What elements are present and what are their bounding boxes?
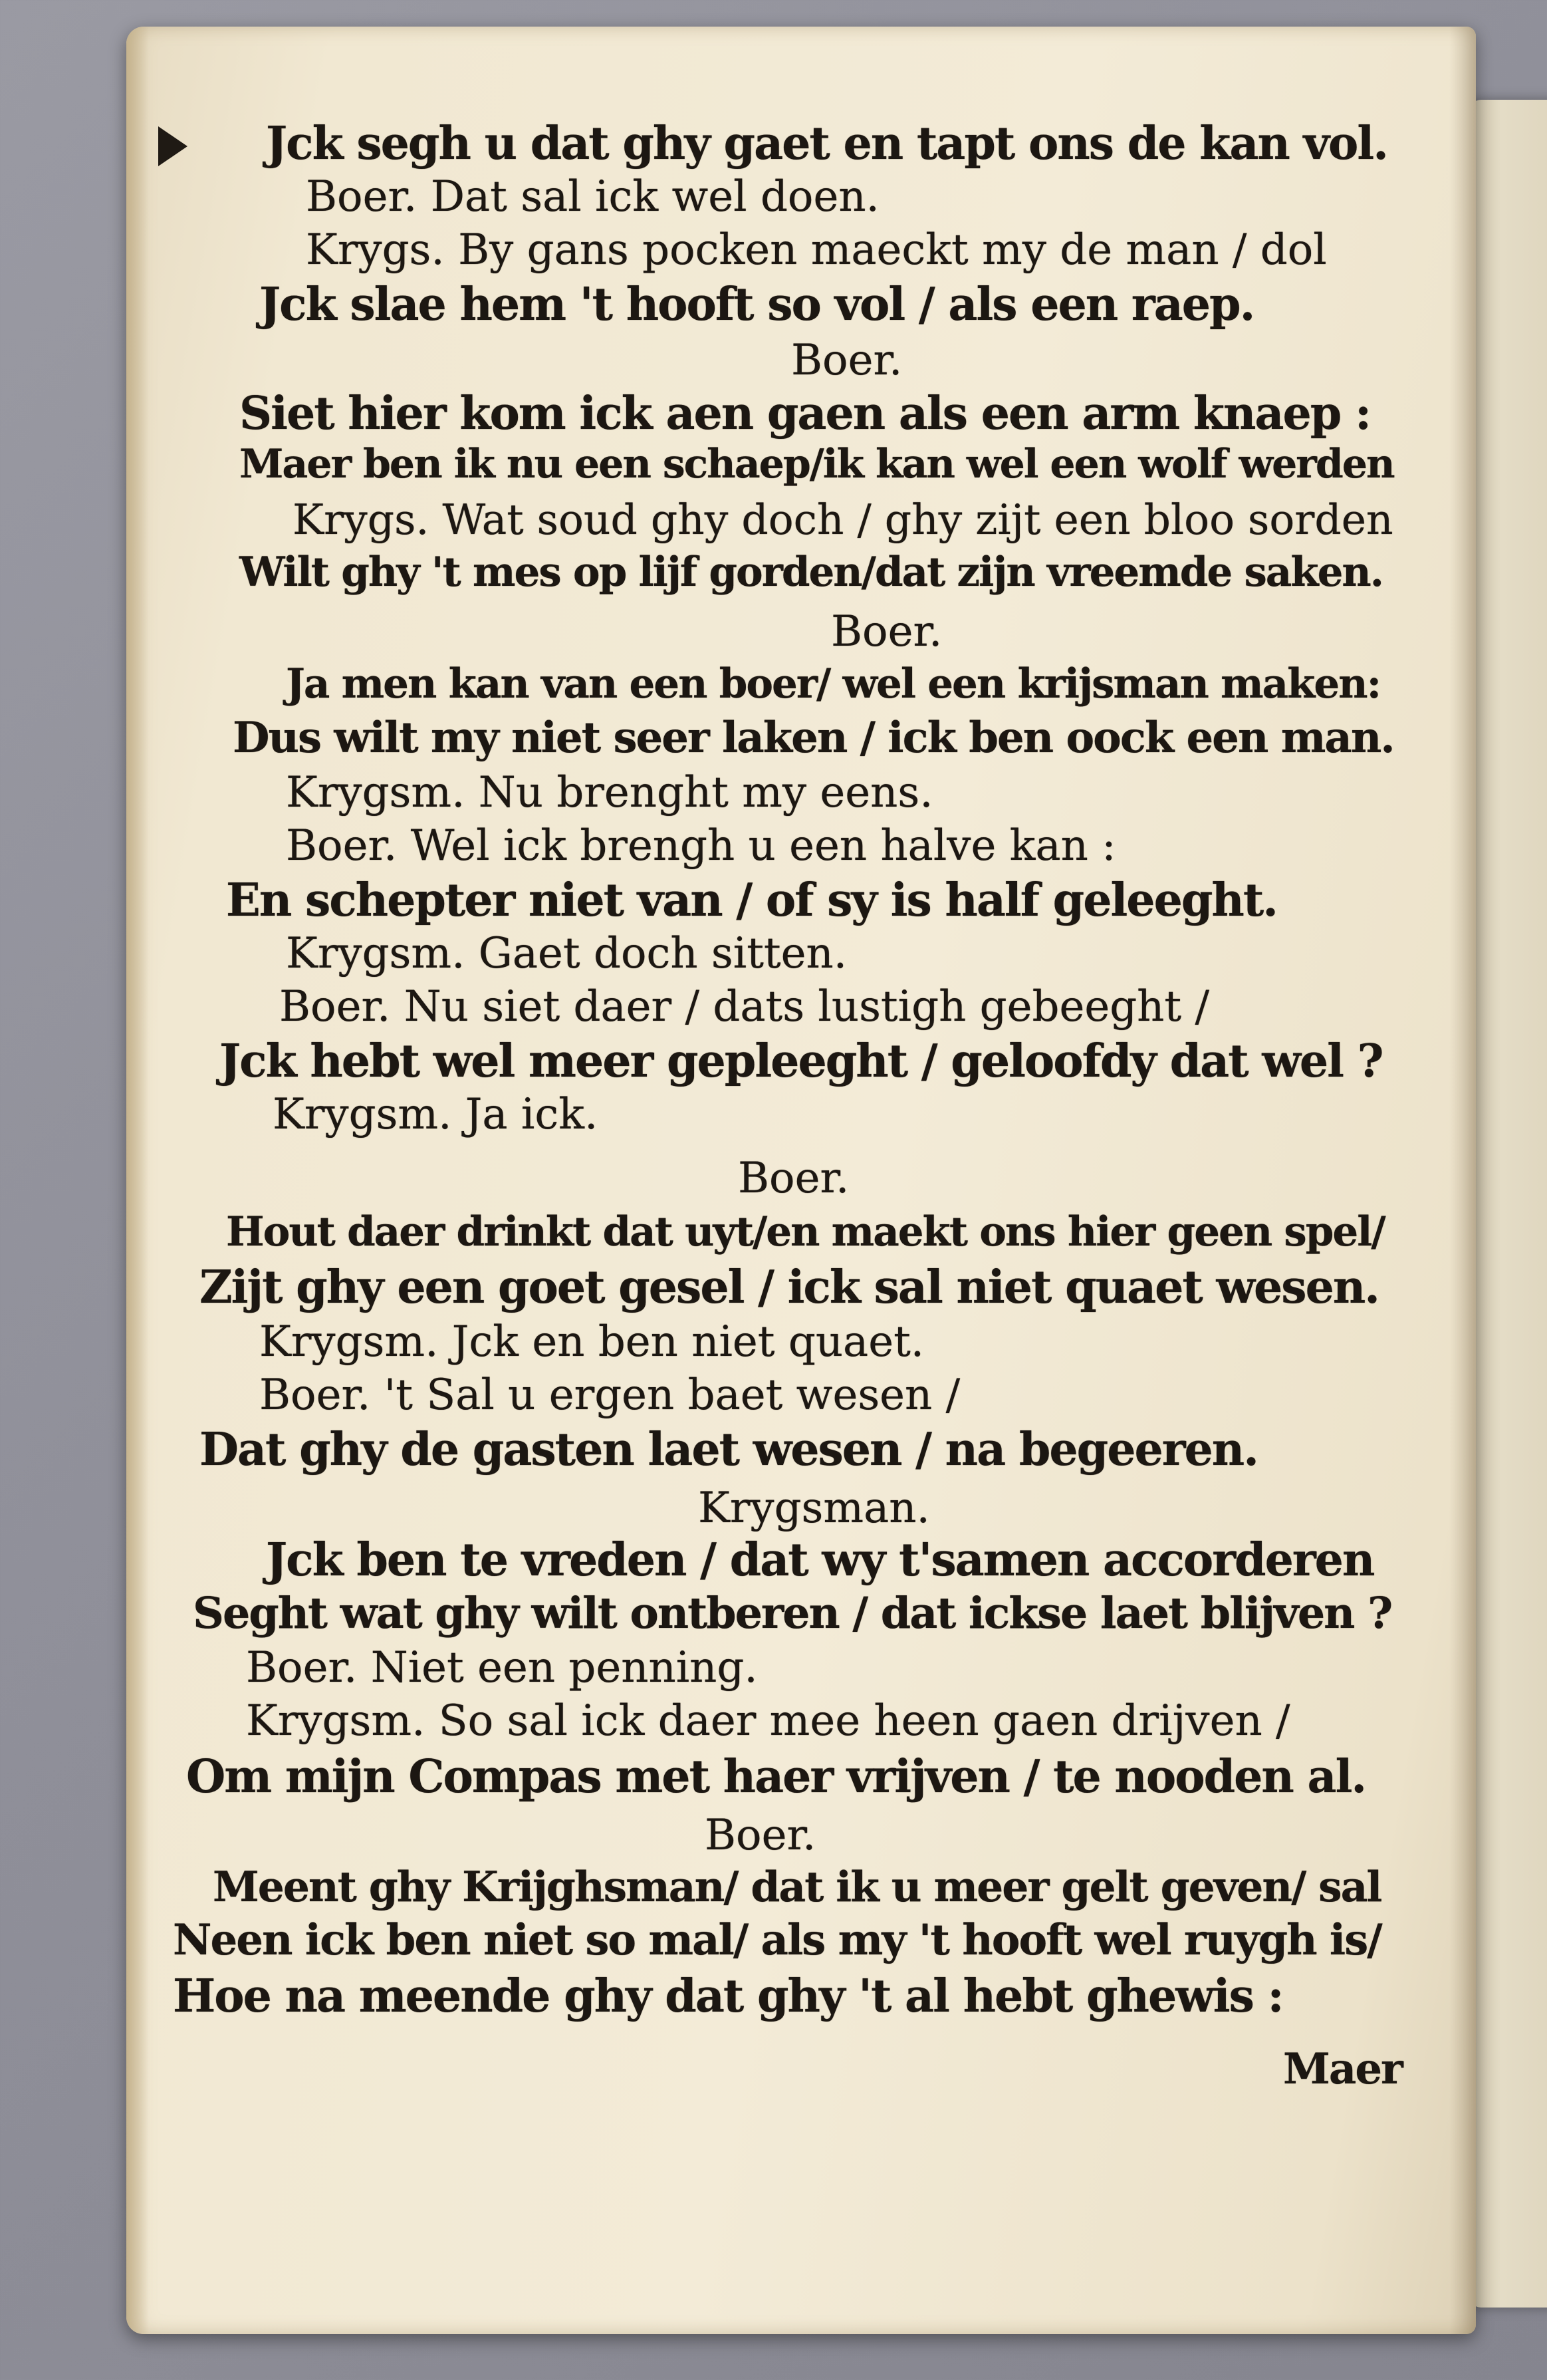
verse-line: Boer. Wel ick brengh u een halve kan : [286, 821, 1116, 870]
verse-line: Boer. 't Sal u ergen baet wesen / [259, 1371, 961, 1420]
verse-line: Om mijn Compas met haer vrijven / te nooden al. [186, 1750, 1366, 1803]
page-left-edge [126, 27, 149, 2334]
verse-line: Hout daer drinkt dat uyt/en maekt ons hier geen spel/ [226, 1208, 1385, 1256]
verse-line: Dat ghy de gasten laet wesen / na begeeren. [199, 1423, 1258, 1476]
verse-line: Krygsm. Ja ick. [273, 1090, 598, 1139]
verse-line: Siet hier kom ick aen gaen als een arm knaep : [239, 387, 1371, 440]
verse-line: Neen ick ben niet so mal/ als my 't hooft wel ruygh is/ [173, 1915, 1381, 1965]
verse-line: Jck slae hem 't hooft so vol / als een raep. [259, 278, 1254, 331]
book-page [126, 27, 1476, 2334]
verse-line: Boer. Dat sal ick wel doen. [306, 172, 880, 221]
verse-line: Ja men kan van een boer/ wel een krijsman maken: [286, 660, 1381, 708]
verse-line: Seght wat ghy wilt ontberen / dat ickse laet blijven ? [193, 1588, 1392, 1639]
speaker-heading: Boer. [791, 336, 903, 385]
verse-line: Krygsm. Gaet doch sitten. [286, 929, 848, 978]
catchword: Maer [1283, 2044, 1402, 2094]
verse-line: Boer. Nu siet daer / dats lustigh gebeeght / [279, 982, 1209, 1031]
verse-line: Hoe na meende ghy dat ghy 't al hebt ghewis : [173, 1970, 1283, 2023]
verse-line: Maer ben ik nu een schaep/ik kan wel een wolf werden [239, 441, 1394, 487]
verse-line: Wilt ghy 't mes op lijf gorden/dat zijn vreemde saken. [239, 549, 1383, 596]
verse-line: En schepter niet van / of sy is half geleeght. [226, 874, 1277, 927]
verse-line: Krygsm. Nu brenght my eens. [286, 768, 933, 817]
verse-line: Meent ghy Krijghsman/ dat ik u meer gelt geven/ sal [213, 1862, 1381, 1911]
verse-line: Jck ben te vreden / dat wy t'samen accorderen [266, 1533, 1374, 1587]
verse-line: Zijt ghy een goet gesel / ick sal niet quaet wesen. [199, 1261, 1379, 1314]
speaker-heading: Krygsman. [698, 1484, 930, 1533]
speaker-heading: Boer. [831, 607, 943, 656]
pointer-mark-icon [158, 126, 187, 166]
speaker-heading: Boer. [738, 1154, 850, 1203]
speaker-heading: Boer. [705, 1811, 816, 1860]
verse-line: Krygs. Wat soud ghy doch / ghy zijt een bloo sorden [293, 495, 1393, 544]
verse-line: Jck hebt wel meer gepleeght / geloofdy dat wel ? [219, 1035, 1383, 1088]
verse-line: Krygsm. So sal ick daer mee heen gaen drijven / [246, 1696, 1290, 1746]
verse-line: Jck segh u dat ghy gaet en tapt ons de kan vol. [266, 117, 1387, 170]
verse-line: Dus wilt my niet seer laken / ick ben oock een man. [233, 713, 1394, 763]
adjacent-page-edge [1469, 100, 1547, 2308]
verse-line: Boer. Niet een penning. [246, 1643, 758, 1692]
page-gutter-shadow [1449, 27, 1476, 2334]
verse-line: Krygsm. Jck en ben niet quaet. [259, 1317, 925, 1367]
verse-line: Krygs. By gans pocken maeckt my de man / dol [306, 225, 1327, 275]
